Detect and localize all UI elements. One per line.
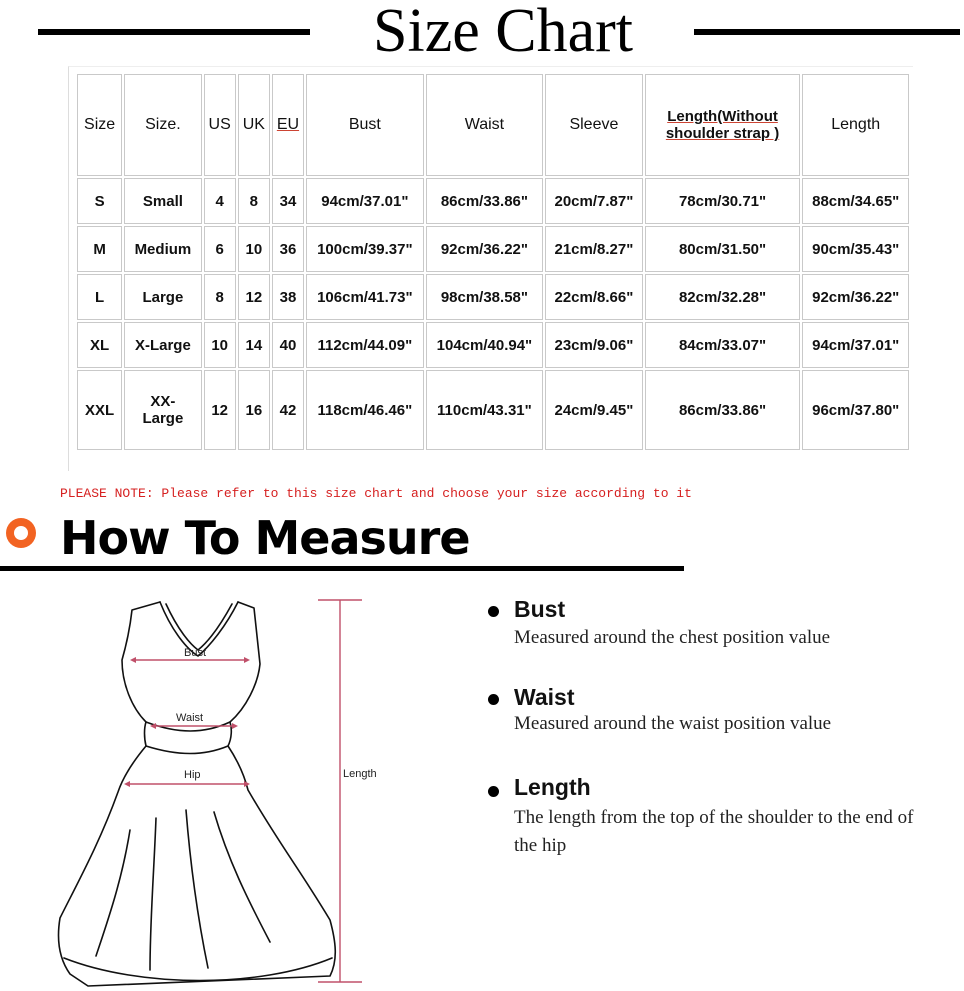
header-cell: Size. <box>124 74 201 176</box>
table-cell: 86cm/33.86" <box>426 178 544 224</box>
table-cell: 100cm/39.37" <box>306 226 424 272</box>
table-cell: 10 <box>204 322 236 368</box>
bullet-dot-icon <box>488 694 499 705</box>
size-table <box>75 72 911 452</box>
size-note: PLEASE NOTE: Please refer to this size chart and choose your size according to it <box>60 486 692 501</box>
table-row <box>77 178 909 224</box>
table-cell: 6 <box>204 226 236 272</box>
table-cell: 112cm/44.09" <box>306 322 424 368</box>
header-cell: Waist <box>426 74 544 176</box>
how-to-measure-header <box>0 508 700 572</box>
header-cell: UK <box>238 74 270 176</box>
table-cell: Large <box>124 274 201 320</box>
length-label: Length <box>343 768 377 780</box>
header-cell: US <box>204 74 236 176</box>
table-cell: 12 <box>238 274 270 320</box>
header-cell: Size <box>77 74 122 176</box>
table-cell: 94cm/37.01" <box>802 322 909 368</box>
table-cell: 42 <box>272 370 304 450</box>
waist-arrow-right <box>232 723 238 729</box>
dress-waistband-bottom <box>146 746 228 754</box>
table-cell: 84cm/33.07" <box>645 322 801 368</box>
table-cell: 34 <box>272 178 304 224</box>
measure-item-title: Bust <box>514 596 566 622</box>
waist-label: Waist <box>176 712 204 724</box>
table-cell: 78cm/30.71" <box>645 178 801 224</box>
table-cell: XL <box>77 322 122 368</box>
table-cell: 38 <box>272 274 304 320</box>
table-cell: 90cm/35.43" <box>802 226 909 272</box>
table-cell: 8 <box>204 274 236 320</box>
dress-diagram <box>0 580 430 991</box>
table-cell: XX-Large <box>124 370 201 450</box>
table-cell: 16 <box>238 370 270 450</box>
table-cell: M <box>77 226 122 272</box>
measure-item-title: Length <box>514 774 591 800</box>
table-cell: 94cm/37.01" <box>306 178 424 224</box>
table-cell: 92cm/36.22" <box>426 226 544 272</box>
table-header-row <box>77 74 909 176</box>
title-rule-right <box>694 29 960 35</box>
measure-item-desc: Measured around the waist position value <box>514 713 832 734</box>
table-cell: 118cm/46.46" <box>306 370 424 450</box>
header-cell-label: EU <box>276 116 300 133</box>
table-cell: 106cm/41.73" <box>306 274 424 320</box>
table-row <box>77 274 909 320</box>
table-cell: X-Large <box>124 322 201 368</box>
table-cell: 14 <box>238 322 270 368</box>
dress-outline-svg <box>0 580 430 991</box>
table-cell: 82cm/32.28" <box>645 274 801 320</box>
table-cell: 80cm/31.50" <box>645 226 801 272</box>
header-cell: Length <box>802 74 909 176</box>
dress-pleat-1 <box>96 830 130 956</box>
measure-item-title: Waist <box>514 684 575 710</box>
section-rule <box>0 566 684 571</box>
circle-ring-icon <box>6 518 36 548</box>
table-cell: 40 <box>272 322 304 368</box>
table-cell: 12 <box>204 370 236 450</box>
page-title: Size Chart <box>373 0 633 65</box>
header-cell: Sleeve <box>545 74 642 176</box>
table-cell: 10 <box>238 226 270 272</box>
table-cell: 23cm/9.06" <box>545 322 642 368</box>
bullet-dot-icon <box>488 606 499 617</box>
header-cell-label: Length(Without shoulder strap ) <box>665 108 780 142</box>
size-chart-header <box>0 0 964 66</box>
table-cell: Medium <box>124 226 201 272</box>
hip-arrow-left <box>124 781 130 787</box>
measure-item-desc: The length from the top of the shoulder to the end of the hip <box>514 807 914 856</box>
dress-pleat-4 <box>214 812 270 942</box>
table-cell: 86cm/33.86" <box>645 370 801 450</box>
bust-arrow-right <box>244 657 250 663</box>
bullet-dot-icon <box>488 786 499 797</box>
dress-pleat-3 <box>186 810 208 968</box>
table-cell: 21cm/8.27" <box>545 226 642 272</box>
table-cell: 22cm/8.66" <box>545 274 642 320</box>
table-cell: 24cm/9.45" <box>545 370 642 450</box>
table-cell: 20cm/7.87" <box>545 178 642 224</box>
table-cell: 8 <box>238 178 270 224</box>
dress-pleat-2 <box>150 818 156 970</box>
section-title: How To Measure <box>60 511 470 565</box>
table-cell: Small <box>124 178 201 224</box>
table-cell: 4 <box>204 178 236 224</box>
table-cell: XXL <box>77 370 122 450</box>
table-cell: 98cm/38.58" <box>426 274 544 320</box>
bust-arrow-left <box>130 657 136 663</box>
title-rule-left <box>38 29 310 35</box>
table-cell: 88cm/34.65" <box>802 178 909 224</box>
table-cell: 104cm/40.94" <box>426 322 544 368</box>
table-cell: 92cm/36.22" <box>802 274 909 320</box>
table-cell: S <box>77 178 122 224</box>
header-cell <box>272 74 304 176</box>
table-row <box>77 226 909 272</box>
hip-label: Hip <box>184 769 201 781</box>
table-row <box>77 370 909 450</box>
header-cell <box>645 74 801 176</box>
dress-inner-neck <box>166 604 232 650</box>
table-cell: L <box>77 274 122 320</box>
table-cell: 36 <box>272 226 304 272</box>
table-cell: 110cm/43.31" <box>426 370 544 450</box>
bust-label: Bust <box>184 647 207 659</box>
table-row <box>77 322 909 368</box>
table-cell: 96cm/37.80" <box>802 370 909 450</box>
measure-item-desc: Measured around the chest position value <box>514 627 831 648</box>
header-cell: Bust <box>306 74 424 176</box>
